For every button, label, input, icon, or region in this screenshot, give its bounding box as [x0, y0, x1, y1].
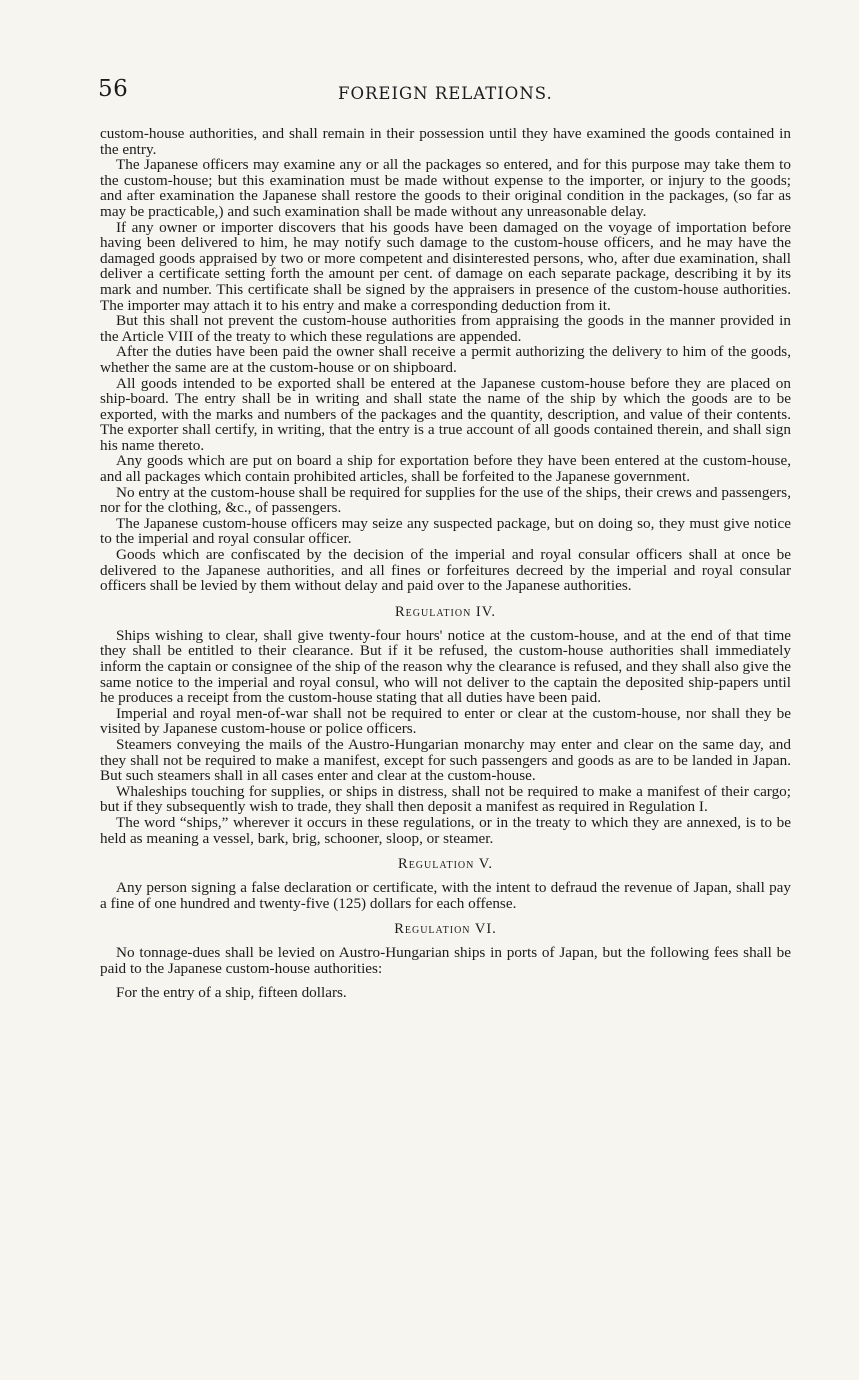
paragraph: No tonnage-dues shall be levied on Austro-Hungarian ships in ports of Japan, but the following fees shall be paid to the Japanese custom-house authorities:: [100, 944, 791, 977]
paragraph: But this shall not prevent the custom-house authorities from appraising the goods in the manner provided in the Article VIII of the treaty to which these regulations are appended.: [100, 312, 791, 345]
paragraph: The word “ships,” wherever it occurs in these regulations, or in the treaty to which they are annexed, is to be held as meaning a vessel, bark, brig, schooner, sloop, or steamer.: [100, 813, 791, 847]
paragraph: Whaleships touching for supplies, or ships in distress, shall not be required to make a manifest of their cargo; but if they subsequently wish to trade, they shall then deposit a manifest as required in Regulation I.: [100, 782, 791, 816]
paragraph: Any goods which are put on board a ship for exportation before they have been entered at the custom-house, and all packages which contain prohibited articles, shall be forfeited to the Japanese government.: [100, 452, 791, 486]
running-title: FOREIGN RELATIONS.: [338, 84, 553, 103]
paragraph: If any owner or importer discovers that his goods have been damaged on the voyage of importation before having been delivered to him, he may notify such damage to the custom-house officers, and he may have the damaged goods appraised by two or more competent and disinterested persons, who, after due examination, shall deliver a certificate setting forth the amount per cent. of damage on each separate package, describing it by its mark and number. This certificate shall be signed by the appraisers in presence of the custom-house authorities. The importer may attach it to his entry and make a corresponding deduction from it.: [100, 218, 791, 314]
paragraph: Goods which are confiscated by the decision of the imperial and royal consular officers shall at once be delivered to the Japanese authorities, and all fines or forfeitures decreed by the imperial and royal consular officers shall be levied by them without delay and paid over to the Japanese authorities.: [100, 546, 791, 595]
section-heading-regulation-6: Regulation VI.: [394, 921, 497, 938]
paragraph: All goods intended to be exported shall be entered at the Japanese custom-house before they are placed on ship-board. The entry shall be in writing and shall state the name of the ship by which the goods are to be exported, with the marks and numbers of the packages and the quantity, description, and value of their contents. The exporter shall certify, in writing, that the entry is a true account of all goods contained therein, and shall sign his name thereto.: [100, 374, 791, 454]
section-heading-regulation-5: Regulation V.: [398, 856, 493, 873]
paragraph: Imperial and royal men-of-war shall not be required to enter or clear at the custom-house, nor shall they be visited by Japanese custom-house or police officers.: [100, 704, 791, 738]
paragraph: No entry at the custom-house shall be required for supplies for the use of the ships, their crews and passengers, nor for the clothing, &c., of passengers.: [100, 483, 791, 517]
page-number: 56: [98, 76, 129, 102]
paragraph: Ships wishing to clear, shall give twenty-four hours' notice at the custom-house, and at the end of that time they shall be entitled to their clearance. But if it be refused, the custom-house authorities shall immediately inform the captain or consignee of the ship of the reason why the clearance is refused, and they shall also give the same notice to the imperial and royal consul, who will not deliver to the captain the deposited ship-papers until he produces a receipt from the custom-house stating that all duties have been paid.: [100, 626, 791, 707]
paragraph: custom-house authorities, and shall remain in their possession until they have examined the goods contained in the entry.: [100, 125, 791, 158]
paragraph: After the duties have been paid the owner shall receive a permit authorizing the delivery to him of the goods, whether the same are at the custom-house or on shipboard.: [100, 343, 791, 376]
paragraph: Any person signing a false declaration or certificate, with the intent to defraud the revenue of Japan, shall pay a fine of one hundred and twenty-five (125) dollars for each offense.: [100, 879, 791, 912]
document-body: [100, 126, 791, 1000]
section-heading-regulation-4: Regulation IV.: [394, 603, 496, 620]
paragraph: Steamers conveying the mails of the Austro-Hungarian monarchy may enter and clear on the same day, and they shall not be required to make a manifest, except for such passengers and goods as are to be landed in Japan. But such steamers shall in all cases enter and clear at the custom-house.: [100, 735, 791, 785]
paragraph: The Japanese custom-house officers may seize any suspected package, but on doing so, they must give notice to the imperial and royal consular officer.: [100, 514, 791, 548]
paragraph: The Japanese officers may examine any or all the packages so entered, and for this purpose may take them to the custom-house; but this examination must be made without expense to the importer, or injury to the goods; and after examination the Japanese shall restore the goods to their original condition in the packages, (so far as may be practicable,) and such examination shall be made without any unreasonable delay.: [100, 156, 791, 220]
paragraph: For the entry of a ship, fifteen dollars.: [116, 983, 347, 1001]
page-header: [98, 76, 798, 106]
